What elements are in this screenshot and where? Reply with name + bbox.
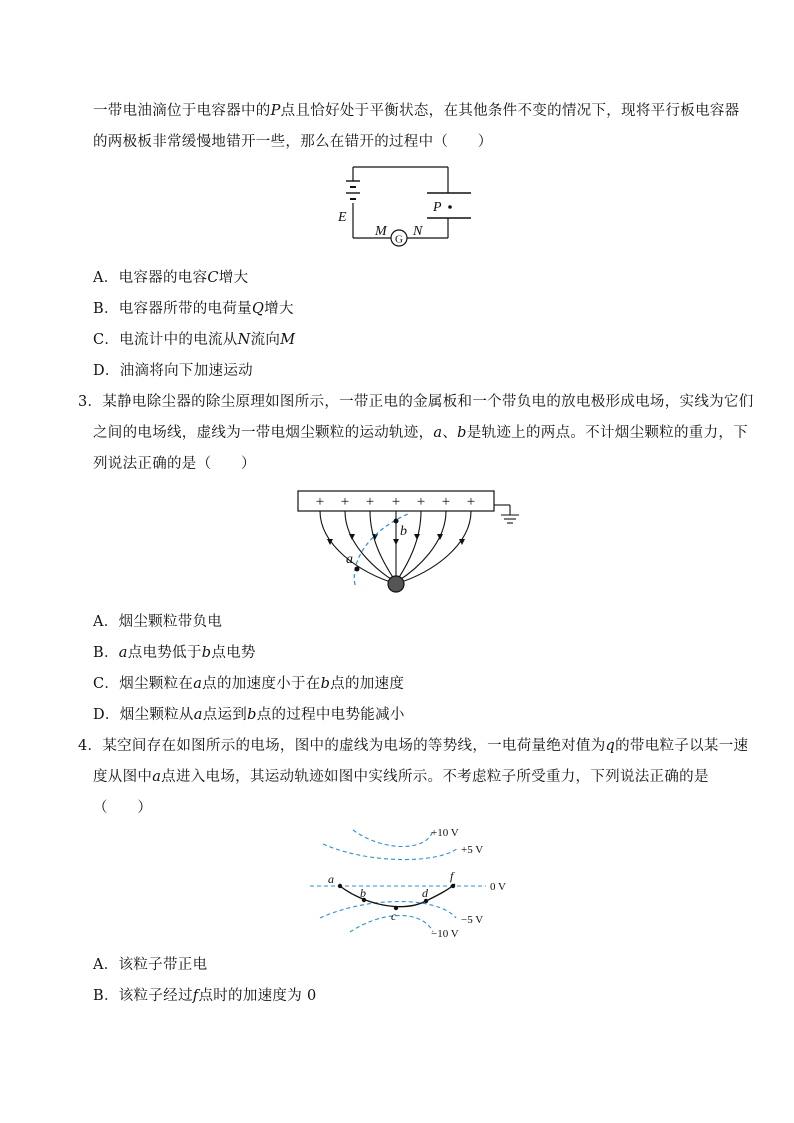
plus-sign-3: +	[365, 494, 375, 510]
electrostatic-precipitator-figure	[290, 485, 530, 595]
discharge-electrode	[388, 576, 404, 592]
q4-option-a[interactable]: A．该粒子带正电	[93, 957, 208, 973]
q2-option-b[interactable]: B．电容器所带的电荷量Q增大	[93, 301, 294, 317]
node-label-M: M	[375, 224, 387, 239]
q4-stem-line3: （ ）	[93, 800, 153, 816]
potential-label-minus5: −5 V	[461, 914, 484, 926]
point-label-d: d	[422, 886, 428, 900]
node-label-N: N	[413, 224, 423, 239]
q2-option-c[interactable]: C．电流计中的电流从N流向M	[93, 332, 296, 348]
potential-label-plus10: +10 V	[431, 827, 459, 839]
potential-label-plus5: +5 V	[461, 844, 484, 856]
point-label-f: f	[450, 869, 454, 883]
plus-sign-2: +	[340, 494, 350, 510]
galvanometer-label: G	[395, 233, 403, 246]
plus-sign-7: +	[466, 494, 476, 510]
q4-stem-line2: 度从图中a点进入电场，其运动轨迹如图中实线所示。不考虑粒子所受重力，下列说法正确的是	[93, 769, 709, 785]
potential-label-minus10: −10 V	[431, 928, 459, 940]
point-label-a: a	[328, 872, 334, 886]
q4-option-b[interactable]: B．该粒子经过f点时的加速度为 0	[93, 988, 317, 1004]
q3-option-d[interactable]: D．烟尘颗粒从a点运到b点的过程中电势能减小	[93, 707, 405, 723]
battery-label-E: E	[338, 210, 347, 225]
capacitor-circuit-figure	[335, 163, 480, 248]
q3-option-b[interactable]: B．a点电势低于b点电势	[93, 645, 256, 661]
q3-stem-line1: 3．某静电除尘器的除尘原理如图所示，一带正电的金属板和一个带负电的放电极形成电场，实线为它们	[78, 394, 754, 410]
plus-sign-6: +	[441, 494, 451, 510]
point-b-dot	[394, 519, 399, 524]
q2-option-a[interactable]: A．电容器的电容C增大	[93, 270, 249, 286]
q3-option-c[interactable]: C．烟尘颗粒在a点的加速度小于在b点的加速度	[93, 676, 405, 692]
q3-option-a[interactable]: A．烟尘颗粒带负电	[93, 614, 223, 630]
q4-stem-line1: 4．某空间存在如图所示的电场，图中的虚线为电场的等势线，一电荷量绝对值为q的带电粒子以某一速	[78, 738, 749, 754]
plus-sign-1: +	[315, 494, 325, 510]
point-label-b: b	[360, 886, 366, 900]
potential-label-zero: 0 V	[490, 881, 506, 893]
q3-stem-line2: 之间的电场线，虚线为一带电烟尘颗粒的运动轨迹，a、b是轨迹上的两点。不计烟尘颗粒的重力，下	[93, 425, 748, 441]
oil-drop-dot	[448, 205, 452, 209]
point-label-P: P	[433, 200, 442, 215]
point-label-b: b	[400, 524, 407, 539]
q3-stem-line3: 列说法正确的是（ ）	[93, 456, 256, 472]
point-label-c: c	[391, 909, 397, 923]
plus-sign-5: +	[416, 494, 426, 510]
point-label-a: a	[346, 552, 353, 567]
point-a-dot	[355, 567, 360, 572]
plus-sign-4: +	[391, 494, 401, 510]
equipotential-field-figure	[308, 824, 518, 944]
point-a-dot	[338, 884, 342, 888]
q2-stem-line1: 一带电油滴位于电容器中的P点且恰好处于平衡状态，在其他条件不变的情况下，现将平行板电容器	[93, 103, 740, 119]
q2-option-d[interactable]: D．油滴将向下加速运动	[93, 363, 253, 379]
q2-stem-line2: 的两极板非常缓慢地错开一些，那么在错开的过程中（ ）	[93, 134, 493, 150]
point-f-dot	[451, 884, 455, 888]
